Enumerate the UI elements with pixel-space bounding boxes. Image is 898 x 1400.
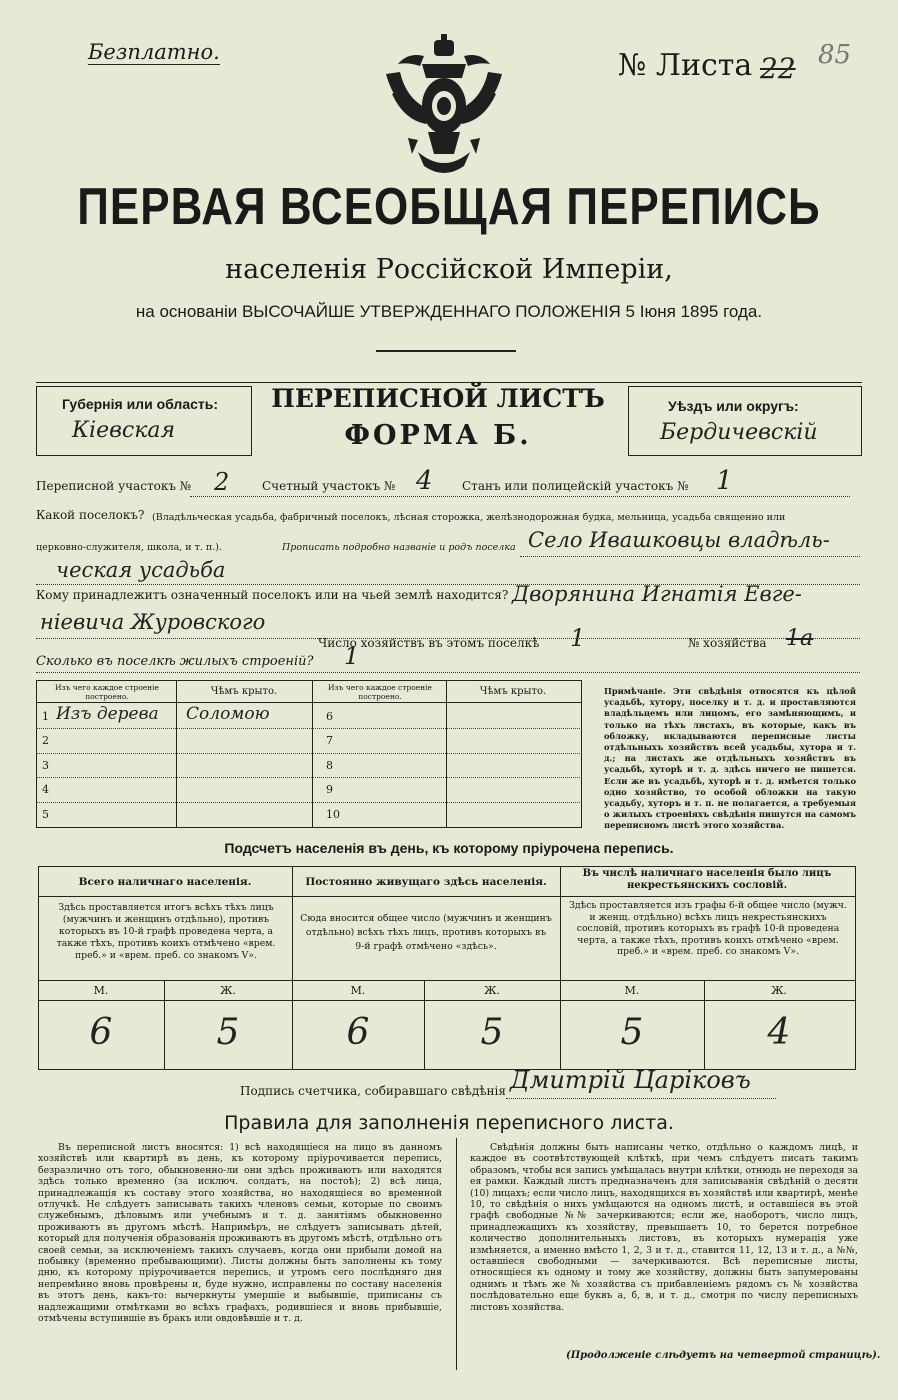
buildings-note-title: Примѣчаніе.: [604, 686, 666, 696]
count-col3-text: Здѣсь проставляется изъ графы 6-й общее число (мужч. и женщ. отдѣльно) всѣхъ лицъ некрестьянскихъ сословій, противъ которыхъ въ графѣ 10-й проведена черта, а также тѣхъ, противъ коихъ отмѣчено «врем. преб.» и «врем. преб. со знакомъ V».: [569, 900, 847, 957]
settlement-value-2[interactable]: ческая усадьба: [56, 558, 226, 582]
count-section-label: Счетный участокъ №: [262, 479, 396, 493]
count-mf-rule-bottom: [38, 1000, 856, 1001]
count-f-1: Ж.: [220, 984, 236, 997]
owner-value-1[interactable]: Дворянина Игнатія Евге-: [512, 582, 802, 606]
count-value-resident-f[interactable]: 5: [480, 1012, 504, 1053]
building-row-number: 2: [42, 734, 49, 748]
building-row-rule: [36, 777, 312, 778]
count-col1-text: Здѣсь проставляется итогъ всѣхъ тѣхъ лицъ (мужчинъ и женщинъ отдѣльно), противъ которыхъ въ 10-й графѣ проведена черта, а также тѣхъ, противъ коихъ отмѣчено «врем. преб.» и «врем. преб. со знакомъ V».: [56, 902, 276, 961]
census-subtitle: населенія Россійской Имперіи,: [225, 254, 673, 285]
count-mf-rule-top: [38, 980, 856, 981]
count-value-resident-m[interactable]: 6: [346, 1012, 370, 1053]
household-no-label: № хозяйства: [688, 636, 767, 650]
building-material-value[interactable]: Изъ дерева: [56, 704, 159, 724]
sheet-number-crossed: 22: [760, 52, 796, 85]
census-title: ПЕРВАЯ ВСЕОБЩАЯ ПЕРЕПИСЬ: [77, 178, 821, 236]
building-row-number: 6: [326, 710, 333, 723]
building-row-number: 10: [326, 807, 340, 821]
building-row-number: 7: [326, 734, 333, 748]
rules-divider: [456, 1138, 457, 1370]
count-value-total-m[interactable]: 6: [89, 1012, 113, 1053]
building-row-rule: [312, 802, 582, 803]
imperial-eagle-icon: [378, 34, 510, 180]
building-row-number: 9: [326, 783, 333, 797]
rules-right-text: Свѣдѣнія должны быть написаны четко, отдѣльно о каждомъ лицѣ, и каждое въ соотвѣтствующей клѣткѣ, при чемъ слѣдуетъ писать такимъ образомъ, чтобы вся запись умѣщалась внутри клѣтки, отнюдь не переходя за ея рамки. Каждый листъ предназначенъ для записыванія свѣдѣній о десяти (10) лицахъ; если число лицъ, находящихся въ хозяйствѣ или квартирѣ, менѣе 10, то свѣдѣнія о нихъ умѣщаются на одномъ листѣ, и оставшіеся въ этой графѣ свободные №№ зачеркиваются; если же, наоборотъ, число лицъ, принадлежащихъ къ хозяйству, превышаетъ 10, то берется потребное количество дополнительныхъ листовъ, въ которыхъ нумерація уже измѣняется, а именно вмѣсто 1, 2, 3 и т. д., ставится 11, 12, 13 и т. д., а №№, оставшіеся свободными — зачеркиваются. Всѣ переписные листы, относящіеся къ одному и тому же хозяйству, должны быть запумерованы однимъ и тѣмъ же № хозяйства съ прибавленіемъ рядомъ съ № хозяйства послѣдовательно еще буквъ а, б, в, и т. д., смотря по числу переписныхъ листовъ хозяйства.: [470, 1142, 859, 1313]
building-row-number: 5: [42, 807, 49, 821]
buildings-value[interactable]: 1: [344, 642, 360, 670]
households-label: Число хозяйствъ въ этомъ поселкѣ: [318, 636, 540, 650]
building-row-number: 4: [42, 783, 49, 797]
census-section-value[interactable]: 2: [214, 468, 230, 496]
signature-value[interactable]: Дмитрій Царіковъ: [510, 1066, 751, 1094]
sheet-title: ПЕРЕПИСНОЙ ЛИСТЪ: [271, 384, 605, 413]
buildings-table-head-rule: [36, 702, 582, 703]
buildings-col-roof-right: Чѣмъ крыто.: [479, 686, 547, 697]
sheet-number-pencil: 85: [818, 40, 852, 70]
count-col2-text: Сюда вносится общее число (мужчинъ и женщинъ отдѣльно) всѣхъ тѣхъ лицъ, противъ которыхъ въ 9-й графѣ отмѣчено «здѣсь».: [300, 913, 552, 952]
building-row-rule: [36, 753, 312, 754]
settlement-underline-1: [520, 556, 860, 557]
count-value-total-f[interactable]: 5: [216, 1012, 240, 1053]
buildings-col-material-left: Изъ чего каждое строеніе построено.: [55, 683, 159, 701]
police-section-label: Станъ или полицейскій участокъ №: [462, 479, 689, 493]
rules-continued: (Продолженіе слѣдуетъ на четвертой страницѣ).: [566, 1350, 881, 1361]
police-section-value[interactable]: 1: [716, 466, 733, 496]
building-row-number: 1: [42, 710, 49, 723]
owner-label: Кому принадлежитъ означенный поселокъ или на чьей землѣ находится?: [36, 588, 509, 602]
building-row-rule: [312, 777, 582, 778]
settlement-hint-1: (Владѣльческая усадьба, фабричный поселокъ, лѣсная сторожка, желѣзнодорожная будка, мельница, усадьба священно или: [152, 512, 786, 523]
free-label: Безплатно.: [88, 40, 220, 64]
households-value[interactable]: 1: [570, 624, 586, 652]
province-value[interactable]: Кіевская: [72, 418, 176, 443]
census-basis: на основаніи ВЫСОЧАЙШЕ УТВЕРЖДЕННАГО ПОЛОЖЕНІЯ 5 Іюня 1895 года.: [135, 302, 763, 321]
province-label: Губернія или область:: [62, 396, 219, 412]
count-m-1: М.: [93, 984, 109, 997]
census-section-label: Переписной участокъ №: [36, 479, 192, 493]
settlement-value-1[interactable]: Село Ивашковцы владѣль-: [528, 528, 830, 552]
sheet-number-label: № Листа: [618, 48, 753, 83]
district-value[interactable]: Бердичевскій: [660, 420, 818, 445]
rules-left-text: Въ переписной листъ вносятся: 1) всѣ находящіеся на лицо въ данномъ хозяйствѣ или квартирѣ въ день, къ которому пріурочивается перепись, безразлично отъ того, обыкновенно-ли они здѣсь проживаютъ или находятся здѣсь только временно (за исключ. солдатъ, на постоѣ); 2) всѣ лица, принадлежащія къ составу этого хозяйства, но находящіеся во временной отлучкѣ. Не слѣдуетъ записывать такихъ членовъ семьи, которые по своимъ служебнымъ, дѣловымъ или учебнымъ и т. д. занятіямъ обыкновенно проживаютъ въ другомъ мѣстѣ. Напримѣръ, не слѣдуетъ записывать дѣтей, который для полученія образованія проживаютъ въ другомъ мѣстѣ, отдѣльно отъ своей семьи, за исключеніемъ такихъ случаевъ, когда они прибыли домой на побывку (временно пребывающими). Листы должны быть заполнены къ тому дню, къ которому пріурочивается перепись, и утромъ сего послѣдняго дня непремѣнно вновь провѣрены и, буде нужно, исправлены по составу населенія въ этотъ день, какъ-то: вычеркнуты умершіе и выбывшіе, приписаны съ надлежащими отмѣтками во всѣхъ графахъ, родившіеся и вновь прибывшіе, отмѣчены вступившіе въ бракъ или овдовѣвшіе и т. д.: [38, 1142, 442, 1325]
form-top-rule: [36, 382, 862, 383]
building-row-number: 3: [42, 758, 49, 772]
building-row-rule: [36, 802, 312, 803]
building-row-rule: [312, 728, 582, 729]
building-row-rule: [36, 728, 312, 729]
settlement-label: Какой поселокъ?: [36, 508, 145, 522]
building-roof-value[interactable]: Соломою: [186, 704, 270, 724]
buildings-note: [604, 686, 856, 832]
count-f-2: Ж.: [484, 984, 500, 997]
count-value-nonpeasant-f[interactable]: 4: [767, 1012, 791, 1053]
count-col1-title: Всего наличнаго населенія.: [78, 876, 252, 888]
settlement-hint-2: церковно-служителя, школа, и т. п.).: [36, 542, 222, 553]
form-name: ФОРМА Б.: [344, 420, 532, 451]
buildings-underline: [36, 672, 860, 673]
count-col2-title: Постоянно живущаго здѣсь населенія.: [305, 876, 547, 888]
buildings-note-text: Эти свѣдѣнія относятся къ цѣлой усадьбѣ, хутору, поселку и т. д. и проставляются владѣльцемъ или лицомъ, его замѣняющимъ, и только на тѣхъ листахъ, въ которые, какъ въ обложку, вкладываются переписные листы отдѣльныхъ хозяйствъ всей усадьбы, хутора и т. д.; на листахъ же отдѣльныхъ хозяйствъ въ усадьбѣ, хуторѣ и т. д. здѣсь ничего не пишется. Если же въ усадьбѣ, хуторѣ и т. д. имѣется только одно хозяйство, то особой обложки на такую усадьбу, хуторъ и т. п. не полагается, а требуемыя о жилыхъ строеніяхъ свѣдѣнія пишутся на самомъ переписномъ листѣ этого хозяйства.: [604, 686, 856, 831]
count-head-rule: [38, 896, 856, 897]
count-f-3: Ж.: [771, 984, 787, 997]
buildings-label: Сколько въ поселкѣ жилыхъ строеній?: [36, 654, 314, 669]
count-m-3: М.: [624, 984, 640, 997]
building-row-number: 8: [326, 758, 333, 772]
count-m-2: М.: [350, 984, 366, 997]
signature-underline: [506, 1098, 776, 1099]
building-row-rule: [312, 753, 582, 754]
section-underline: [190, 496, 850, 497]
title-rule: [376, 350, 516, 352]
buildings-col-roof-left: Чѣмъ крыто.: [210, 686, 278, 697]
household-no-value[interactable]: 1а: [786, 626, 814, 651]
count-section-value[interactable]: 4: [416, 466, 433, 496]
buildings-col-material-right: Изъ чего каждое строеніе построено.: [328, 683, 432, 701]
rules-title: Правила для заполненія переписного листа.: [224, 1112, 674, 1134]
count-value-nonpeasant-m[interactable]: 5: [620, 1012, 644, 1053]
count-col3-title: Въ числѣ наличнаго населенія было лицъ некрестьянскихъ сословій.: [582, 868, 832, 891]
owner-value-2[interactable]: ніевича Журовского: [40, 610, 266, 634]
signature-label: Подпись счетчика, собиравшаго свѣдѣнія: [240, 1084, 506, 1098]
settlement-hint-3: Прописать подробно названіе и родъ поселка: [282, 542, 516, 553]
district-label: Уѣздъ или округъ:: [668, 398, 799, 414]
count-title: Подсчетъ населенія въ день, къ которому пріурочена перепись.: [224, 840, 674, 856]
